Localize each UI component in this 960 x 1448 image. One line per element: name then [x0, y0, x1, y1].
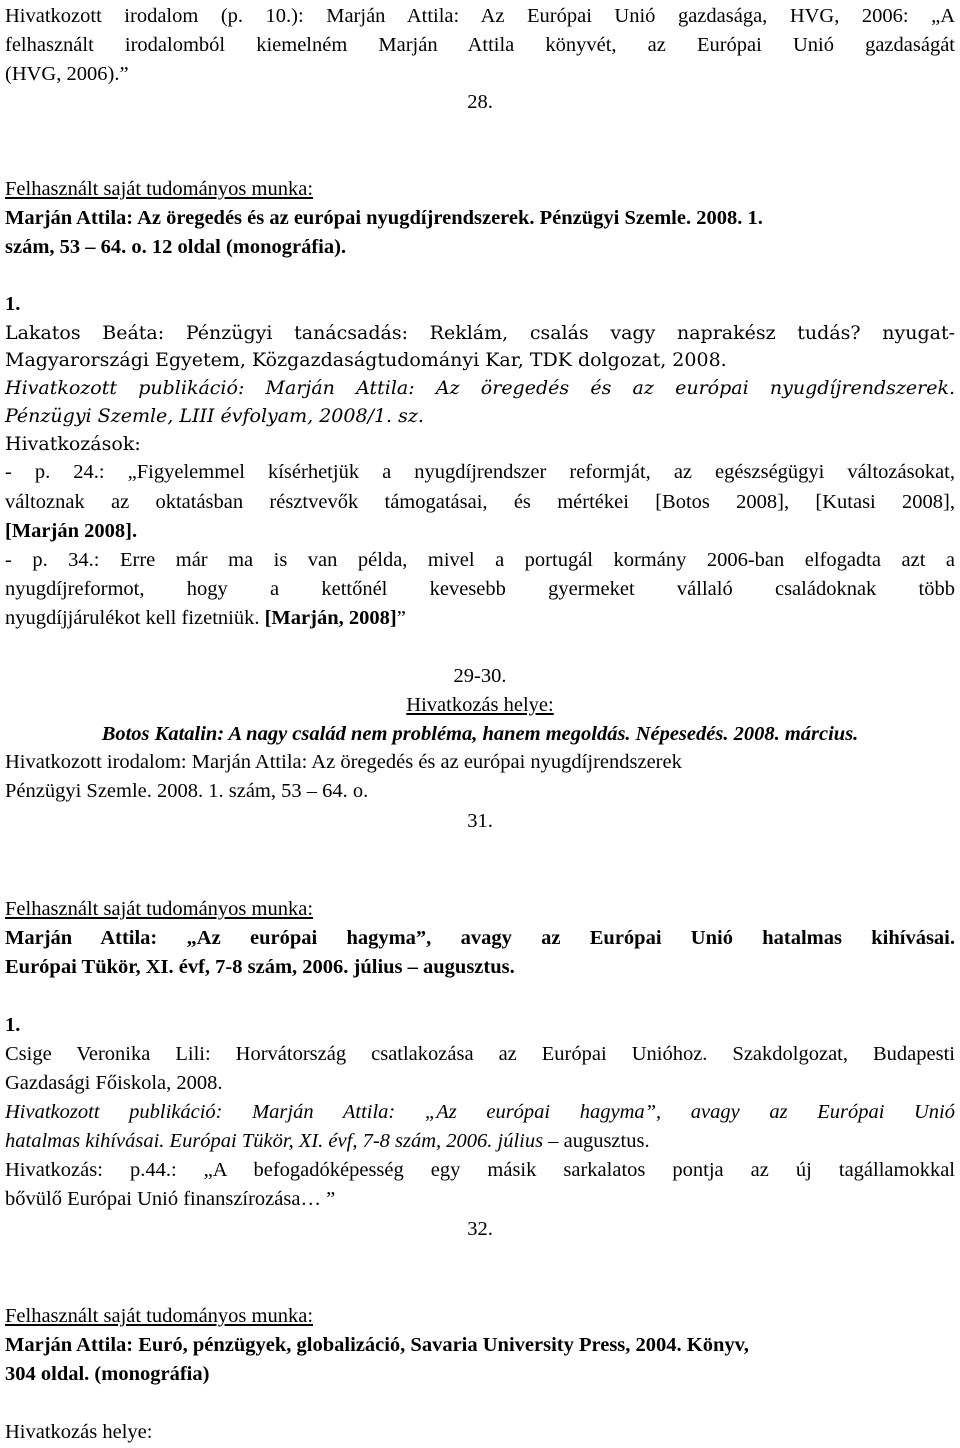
quote-line: [Marján 2008]. — [5, 520, 138, 542]
citing-work-line: Botos Katalin: A nagy család nem probléma, hanem megoldás. Népesedés. 2008. március. — [101, 723, 859, 745]
section-heading: Felhasznált saját tudományos munka: — [5, 898, 314, 920]
closing-quote: ” — [396, 607, 406, 629]
references-label: Hivatkozások: — [5, 433, 141, 455]
citing-work-line: Gazdasági Főiskola, 2008. — [5, 1072, 223, 1094]
quote-line: - p. 24.: „Figyelemmel kísérhetjük a nyugdíjrendszer reformját, az egészségügyi változásokat, — [5, 461, 955, 483]
page-number-heading: 28. — [467, 91, 493, 113]
section-heading: Felhasznált saját tudományos munka: — [5, 178, 314, 200]
quote-line: változnak az oktatásban résztvevők támogatásai, és mértékei [Botos 2008], [Kutasi 2008], — [5, 491, 955, 513]
quote-line: bővülő Európai Unió finanszírozása… ” — [5, 1188, 336, 1210]
page-number-heading: 29-30. — [453, 665, 507, 687]
citation-number: 1. — [5, 293, 21, 315]
own-publication-line: Marján Attila: „Az európai hagyma”, avagy az Európai Unió hatalmas kihívásai. — [5, 927, 955, 949]
citation-number: 1. — [5, 1014, 21, 1036]
quote-line: nyugdíjreformot, hogy a kettőnél kevesebb gyermeket vállaló családoknak több — [5, 578, 955, 600]
citing-work-line: Csige Veronika Lili: Horvátország csatlakozása az Európai Unióhoz. Szakdolgozat, Budapesti — [5, 1043, 955, 1065]
body-text-line: (HVG, 2006).” — [5, 63, 129, 85]
cited-publication-line: Hivatkozott publikáció: Marján Attila: „Az európai hagyma”, avagy az Európai Unió — [5, 1101, 955, 1123]
cited-publication-line: Hivatkozott publikáció: Marján Attila: Az öregedés és az európai nyugdíjrendszerek. — [5, 377, 955, 399]
own-publication-line: Marján Attila: Az öregedés és az európai nyugdíjrendszerek. Pénzügyi Szemle. 2008. 1. — [5, 207, 763, 229]
quote-line: - p. 34.: Erre már ma is van példa, mivel a portugál kormány 2006-ban elfogadta azt a — [5, 549, 955, 571]
body-text-line: Hivatkozott irodalom: Marján Attila: Az öregedés és az európai nyugdíjrendszerek — [5, 751, 682, 773]
citing-work-line: Lakatos Beáta: Pénzügyi tanácsadás: Reklám, csalás vagy naprakész tudás? nyugat- — [5, 322, 955, 344]
cited-publication-line: Pénzügyi Szemle, LIII évfolyam, 2008/1. sz. — [5, 405, 424, 427]
quote-line: Hivatkozás: p.44.: „A befogadóképesség egy másik sarkalatos pontja az új tagállamokkal — [5, 1159, 955, 1181]
own-publication-line: Európai Tükör, XI. évf, 7-8 szám, 2006. július – augusztus. — [5, 956, 515, 978]
cited-publication-text: hatalmas kihívásai. Európai Tükör, XI. évf, 7-8 szám, 2006. július — [5, 1130, 544, 1152]
own-publication-line: Marján Attila: Euró, pénzügyek, globalizáció, Savaria University Press, 2004. Könyv, — [5, 1334, 749, 1356]
section-heading: Hivatkozás helye: — [406, 694, 554, 716]
body-text-line: Pénzügyi Szemle. 2008. 1. szám, 53 – 64. o. — [5, 780, 369, 802]
section-heading: Hivatkozás helye: — [5, 1421, 153, 1443]
page-number-heading: 32. — [467, 1218, 493, 1240]
section-heading: Felhasznált saját tudományos munka: — [5, 1305, 314, 1327]
own-publication-line: 304 oldal. (monográfia) — [5, 1363, 210, 1385]
own-publication-line: szám, 53 – 64. o. 12 oldal (monográfia). — [5, 236, 347, 258]
body-text-line: felhasznált irodalomból kiemelném Marján Attila könyvét, az Európai Unió gazdaságát — [5, 34, 955, 56]
quote-text: nyugdíjjárulékot kell fizetniük. — [5, 607, 265, 629]
body-text-line: Hivatkozott irodalom (p. 10.): Marján Attila: Az Európai Unió gazdasága, HVG, 2006: „A — [5, 5, 955, 27]
citing-work-line: Magyarországi Egyetem, Közgazdaságtudományi Kar, TDK dolgozat, 2008. — [5, 349, 727, 371]
cited-publication-tail: – augusztus. — [543, 1130, 650, 1152]
quote-line — [5, 604, 955, 633]
page-number-heading: 31. — [467, 810, 493, 832]
reference-tag: [Marján, 2008] — [264, 607, 397, 629]
cited-publication-line — [5, 1127, 955, 1156]
